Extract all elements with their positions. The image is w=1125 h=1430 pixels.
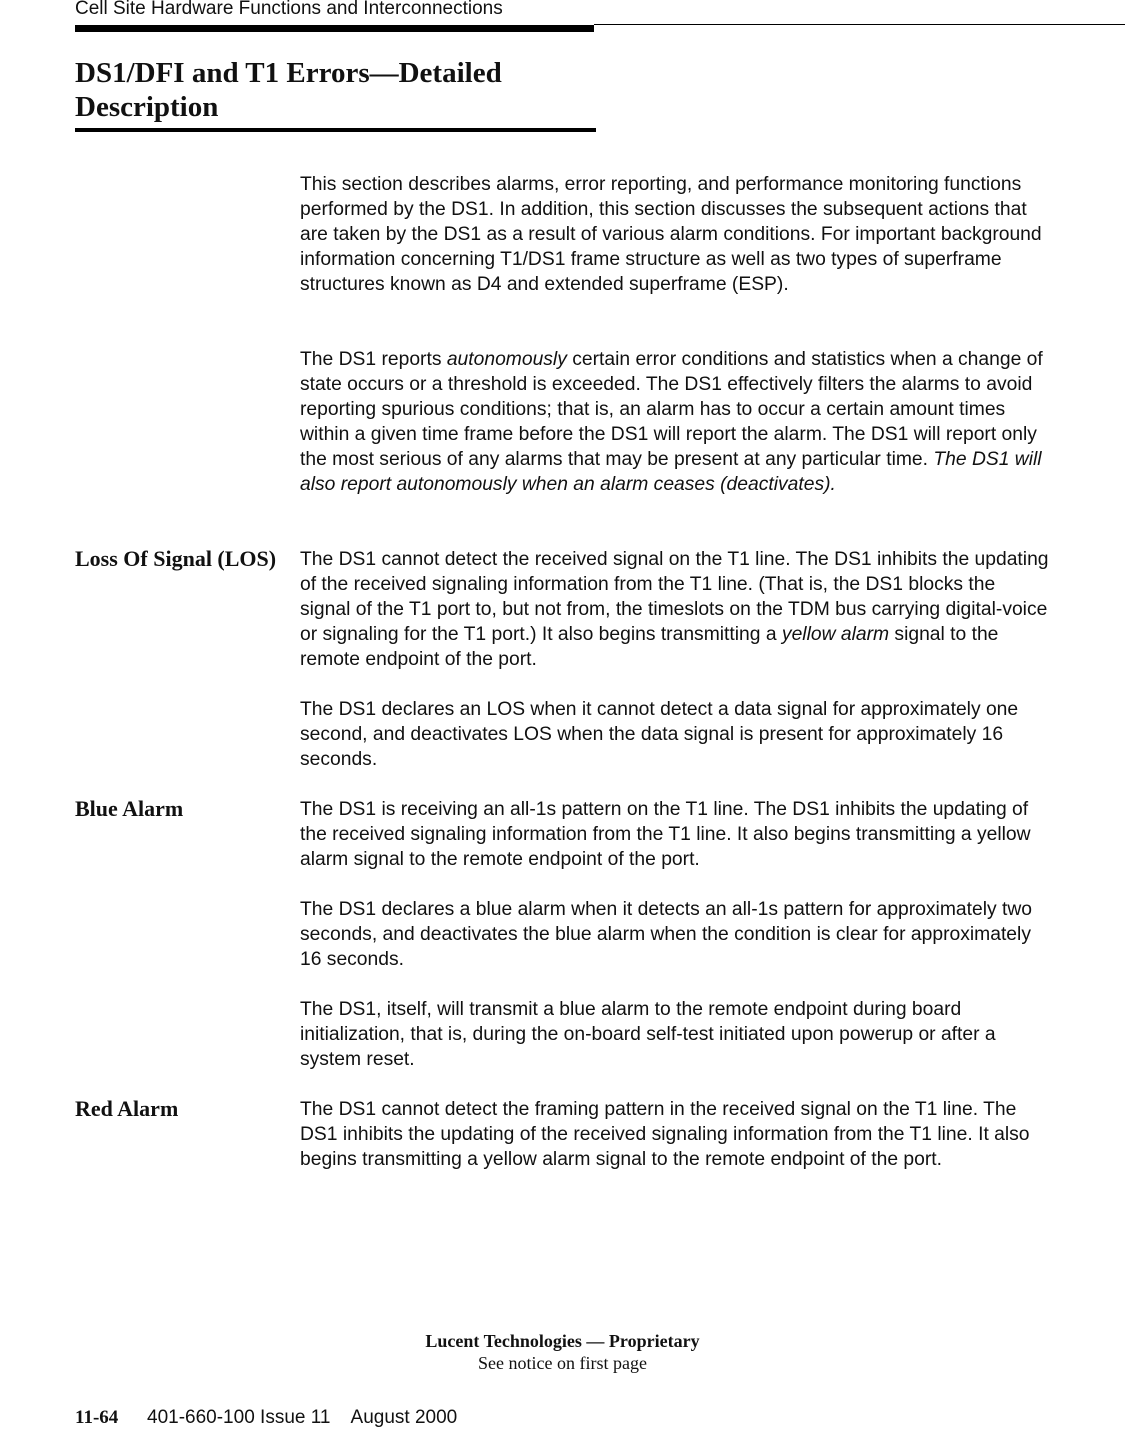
los-p1-text-a: The DS1 cannot detect the received signal on the T1 line. The DS1 inhibits the updating of the received signaling information from the T1 line. (That is, the DS1 blocks the signal of the T1 port to, but not from, the timeslots on the TDM bus carrying digital-voice or signaling for the T1 port.) It also begins transmitting a (300, 549, 1049, 645)
header-rule-thin (594, 24, 1125, 25)
red-alarm-heading: Red Alarm (75, 1096, 179, 1121)
los-paragraph-1 (300, 547, 1050, 672)
blue-alarm-heading: Blue Alarm (75, 796, 184, 821)
los-p1-text-c: signal to the remote endpoint of the port. (300, 624, 999, 670)
intro-p2-emphasis-deactivates: The DS1 will also report autonomously when an alarm ceases (deactivates). (300, 449, 1042, 495)
los-paragraph-2: The DS1 declares an LOS when it cannot detect a data signal for approximately one second, and deactivates LOS when the data signal is present for approximately 16 seconds. (300, 699, 1019, 770)
running-header: Cell Site Hardware Functions and Interconnections (75, 0, 503, 19)
intro-paragraph-1: This section describes alarms, error reporting, and performance monitoring functions performed by the DS1. In addition, this section discusses the subsequent actions that are taken by the DS1 as a result of various alarm conditions. For important background information concerning T1/DS1 frame structure as well as two types of superframe structures known as D4 and extended superframe (ESP). (300, 174, 1042, 295)
intro-p2-emphasis-autonomously: autonomously (446, 349, 567, 370)
intro-paragraph-2 (300, 347, 1050, 497)
page-number: 11-64 (75, 1407, 119, 1428)
footer-proprietary: Lucent Technologies — Proprietary (425, 1331, 700, 1351)
blue-alarm-paragraph-1: The DS1 is receiving an all-1s pattern on the T1 line. The DS1 inhibits the updating of the received signaling information from the T1 line. It also begins transmitting a yellow alarm signal to the remote endpoint of the port. (300, 799, 1031, 870)
intro-p2-text-c: certain error conditions and statistics when a change of state occurs or a threshold is exceeded. The DS1 effectively filters the alarms to avoid reporting spurious conditions; that is, an alarm has to occur a certain amount times within a given time frame before the DS1 will report the alarm. The DS1 will report only the most serious of any alarms that may be present at any particular time. (300, 349, 1043, 470)
header-rule-thick (75, 25, 594, 32)
los-heading: Loss Of Signal (LOS) (75, 546, 277, 571)
red-alarm-paragraph-1: The DS1 cannot detect the framing pattern in the received signal on the T1 line. The DS1 inhibits the updating of the received signaling information from the T1 line. It also begins transmitting a yellow alarm signal to the remote endpoint of the port. (300, 1099, 1030, 1170)
intro-p2-text-a: The DS1 reports (300, 349, 447, 370)
los-p1-emphasis-yellow-alarm: yellow alarm (781, 624, 890, 645)
blue-alarm-paragraph-2: The DS1 declares a blue alarm when it detects an all-1s pattern for approximately two seconds, and deactivates the blue alarm when the condition is clear for approximately 16 seconds. (300, 899, 1032, 970)
blue-alarm-paragraph-3: The DS1, itself, will transmit a blue alarm to the remote endpoint during board initialization, that is, during the on-board self-test initiated upon powerup or after a system reset. (300, 999, 996, 1070)
title-rule (75, 128, 596, 132)
document-info: 401-660-100 Issue 11 August 2000 (147, 1407, 458, 1428)
section-title: DS1/DFI and T1 Errors—Detailed Description (75, 57, 502, 123)
footer-notice: See notice on first page (478, 1353, 647, 1373)
